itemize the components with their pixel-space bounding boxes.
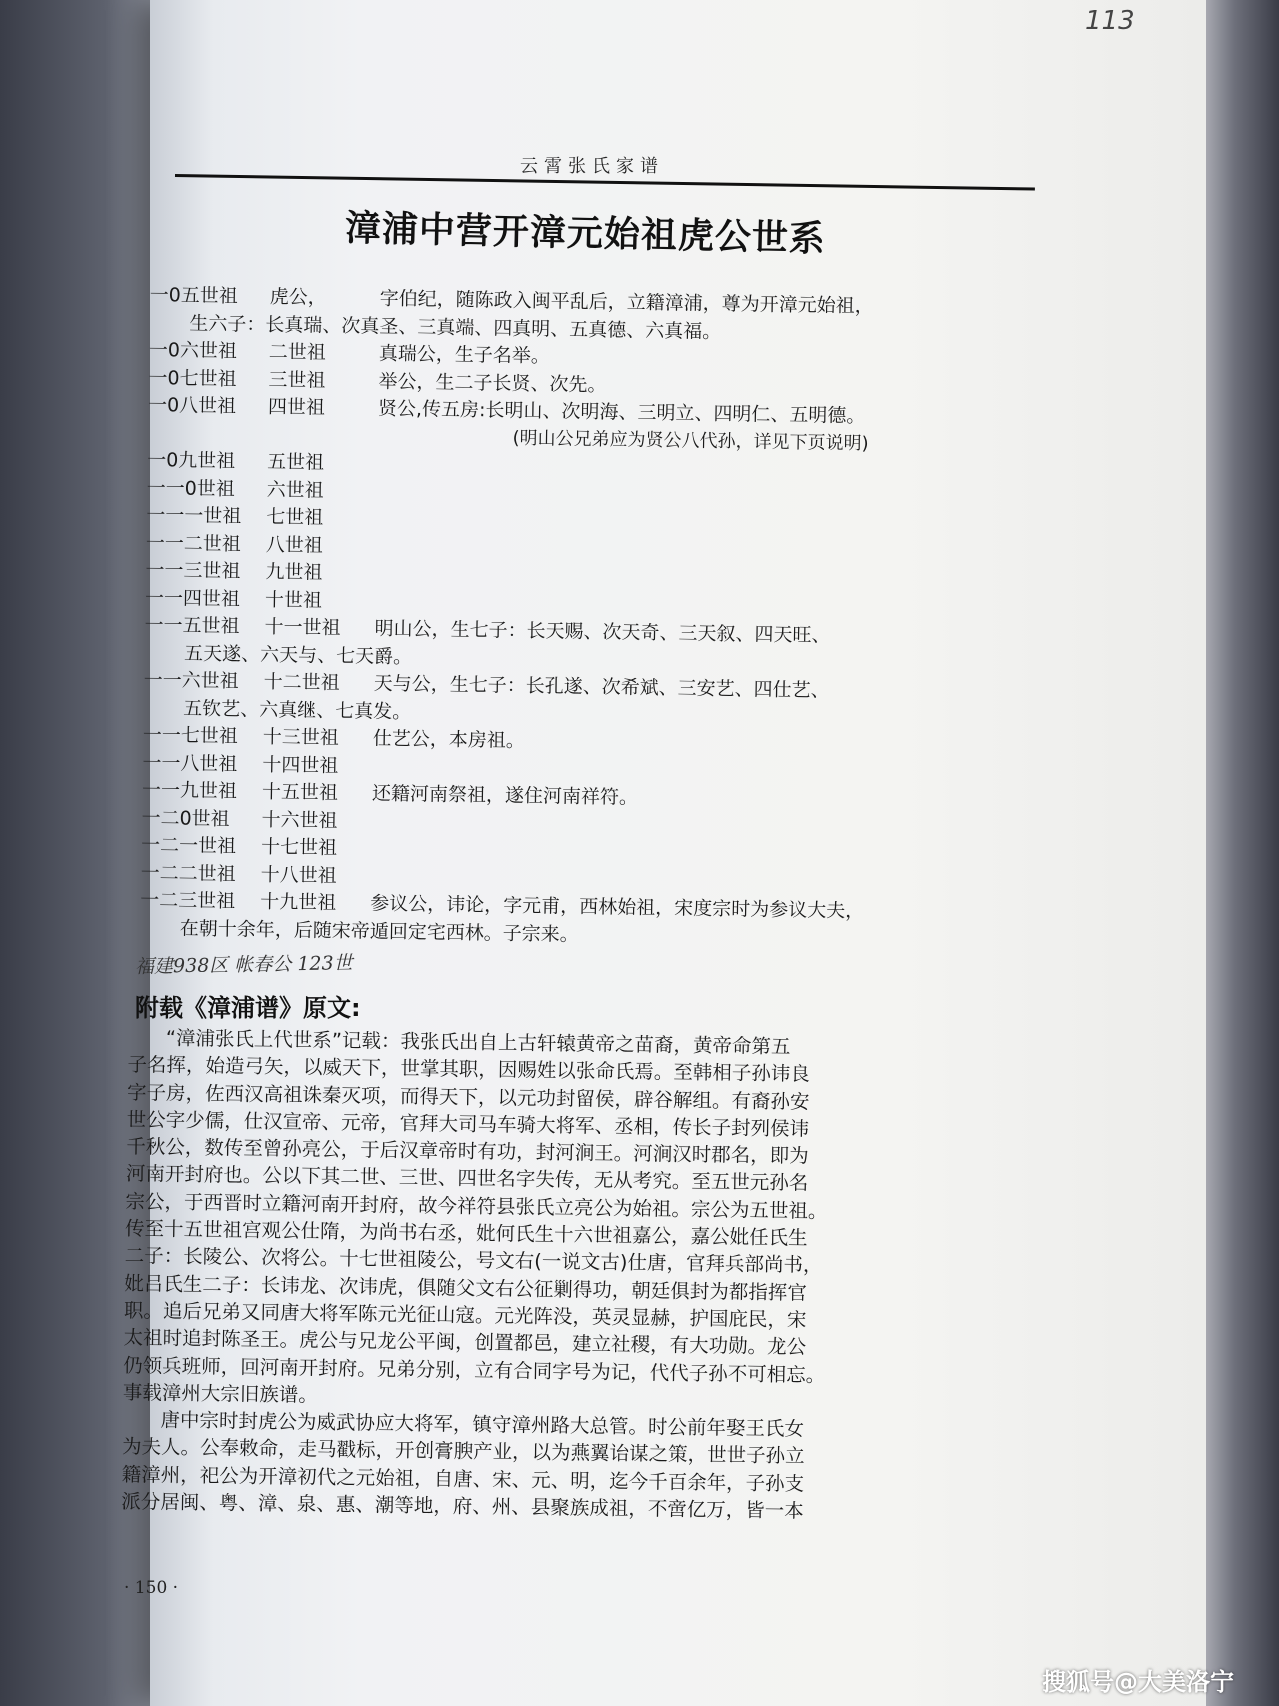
lineage-text: 字伯纪，随陈政入闽平乱后，立籍漳浦，尊为开漳元始祖， (379, 287, 874, 318)
lineage-text: 仕艺公，本房祖。 (372, 727, 525, 753)
generation-label: 一一三世祖 (145, 559, 241, 583)
ancestor-label: 七世祖 (266, 506, 324, 530)
appendix-line: 宗公，于西晋时立籍河南开封府，故今祥符县张氏立亮公为始祖。宗公为五世祖。 (125, 1189, 828, 1223)
generation-label: 一一一世祖 (146, 504, 242, 528)
appendix-line: 籍漳州，祀公为开漳初代之元始祖，自唐、宋、元、明，迄今千百余年，子孙支 (121, 1462, 805, 1496)
appendix-line: 字子房，佐西汉高祖诛秦灭项，而得天下，以元功封留侯，辟谷解组。有裔孙安 (126, 1080, 810, 1114)
ancestor-label: 三世祖 (268, 368, 326, 392)
ancestor-label: 十一世祖 (264, 616, 341, 640)
appendix-line: 事载漳州大宗旧族谱。 (122, 1380, 319, 1407)
appendix-line: 千秋公，数传至曾孙亮公，于后汉章帝时有功，封河涧王。河涧汉时郡名，即为 (126, 1135, 809, 1168)
generation-label: 一一七世祖 (142, 724, 239, 748)
ancestor-label: 虎公， (269, 286, 327, 310)
ancestor-label: 十七世祖 (260, 836, 338, 860)
lineage-continuation: 五钦艺、六真继、七真发。 (183, 697, 412, 723)
ancestor-label: 十八世祖 (260, 863, 337, 887)
ancestor-label: 八世祖 (265, 533, 324, 557)
ancestor-label: 十世祖 (264, 588, 323, 612)
generation-label: 一一六世祖 (143, 669, 239, 693)
lineage-continuation: 生六子：长真瑞、次真圣、三真端、四真明、五真德、六真福。 (189, 312, 722, 343)
appendix-line: 河南开封府也。公以下其二世、三世、四世名字失传，无从考究。至五世元孙名 (125, 1162, 809, 1195)
ancestor-label: 六世祖 (266, 478, 324, 502)
lineage-text: 参议公，讳论，字元甫，西林始祖，宋度宗时为参议大夫， (370, 892, 865, 923)
ancestor-label: 十三世祖 (262, 726, 340, 750)
ancestor-label: 二世祖 (268, 341, 327, 365)
ancestor-label: 十六世祖 (261, 808, 338, 832)
appendix-line: 世公字少儒，仕汉宣帝、元帝，官拜大司马车骑大将军、丞相，传长子封列侯讳 (126, 1107, 810, 1141)
lineage-text: 明山公，生七子：长天赐、次天奇、三天叙、四天旺、 (374, 617, 831, 647)
generation-label: 一一九世祖 (141, 779, 238, 803)
generation-label: 一一二世祖 (145, 531, 242, 556)
handwritten-page-number: 113 (1085, 6, 1135, 36)
appendix-line: 为夫人。公奉敕命，走马戳标，开创膏腴产业，以为燕翼诒谋之策，世世子孙立 (121, 1435, 805, 1468)
generation-label: 一一八世祖 (142, 751, 238, 776)
appendix-line: 太祖时追封陈圣王。虎公与兄龙公平闽，创置都邑，建立社稷，有大功勋。龙公 (123, 1326, 807, 1359)
generation-label: 一0六世祖 (148, 339, 238, 363)
running-header: 云霄张氏家谱 (520, 156, 664, 177)
lineage-text: 真瑞公，生子名举。 (378, 342, 551, 368)
ancestor-label: 五世祖 (266, 451, 325, 475)
handwritten-margin-note: 福建938区 帐春公 123世 (134, 952, 353, 978)
lineage-text: 举公，生二子长贤、次先。 (378, 370, 607, 396)
appendix-line: 派分居闽、粤、漳、泉、惠、潮等地，府、州、县聚族成祖，不啻亿万，皆一本 (121, 1490, 804, 1523)
generation-label: 一0五世祖 (149, 284, 239, 308)
lineage-text: 天与公，生七子：长孔遂、次希斌、三安艺、四仕艺、 (373, 672, 830, 702)
ancestor-label: 十四世祖 (262, 753, 339, 777)
generation-label: 一二一世祖 (140, 834, 237, 858)
appendix-line: 妣吕氏生二子：长讳龙、次讳虎，俱随父文右公征剿得功，朝廷俱封为都指挥官 (124, 1271, 807, 1305)
generation-label: 一一四世祖 (144, 586, 241, 611)
generation-label: 一0八世祖 (147, 394, 237, 418)
appendix-line: “漳浦张氏上代世系”记载：我张氏出自上古轩辕黄帝之苗裔，黄帝命第五 (165, 1026, 791, 1059)
ancestor-label: 十二世祖 (263, 671, 340, 695)
lineage-text: 贤公,传五房:长明山、次明海、三明立、四明仁、五明德。 (377, 397, 866, 428)
ancestor-label: 四世祖 (267, 396, 326, 420)
generation-label: 一二三世祖 (140, 889, 236, 913)
lineage-continuation: 在朝十余年，后随宋帝遁回定宅西林。子宗来。 (179, 917, 579, 946)
page-title: 漳浦中营开漳元始祖虎公世系 (344, 208, 827, 260)
appendix-line: 职。追后兄弟又同唐大将军陈元光征山寇。元光阵没，英灵显赫，护国庇民，宋 (123, 1298, 807, 1332)
generation-label: 一二0世祖 (141, 806, 230, 831)
appendix-line: 传至十五世祖宫观公仕隋，为尚书右丞，妣何氏生十六世祖嘉公，嘉公妣任氏生 (124, 1217, 808, 1250)
appendix-line: 仍领兵班师，回河南开封府。兄弟分别，立有合同字号为记，代代子孙不可相忘。 (123, 1353, 826, 1387)
generation-label: 一0九世祖 (146, 449, 236, 473)
ancestor-label: 九世祖 (265, 561, 323, 584)
appendix-line: 子名挥，始造弓矢，以威天下，世掌其职，因赐姓以张命氏焉。至韩相子孙讳良 (127, 1053, 811, 1086)
generation-label: 一一五世祖 (144, 614, 240, 638)
appendix-line: 唐中宗时封虎公为威武协应大将军，镇守漳州路大总管。时公前年娶王氏女 (160, 1408, 805, 1441)
ancestor-label: 十九世祖 (260, 891, 337, 915)
generation-label: 一0七世祖 (148, 366, 237, 391)
watermark: 搜狐号@大美洛宁 (1042, 1668, 1234, 1696)
appendix-line: 二子：长陵公、次将公。十七世祖陵公，号文右(一说文古)仕唐，官拜兵部尚书， (124, 1244, 823, 1278)
lineage-continuation: 五天遂、六天与、七天爵。 (183, 642, 413, 668)
book-page-edge (1206, 0, 1279, 1706)
lineage-text: 还籍河南祭祖，遂住河南祥符。 (371, 782, 639, 809)
ancestor-label: 十五世祖 (261, 781, 339, 805)
lineage-note: (明山公兄弟应为贤公八代孙，详见下页说明) (512, 427, 869, 455)
appendix-text (121, 1024, 1068, 1528)
lineage-list (140, 280, 1090, 955)
generation-label: 一一0世祖 (146, 476, 235, 501)
generation-label: 一二二世祖 (140, 861, 236, 886)
appendix-title: 附载《漳浦谱》原文: (135, 994, 361, 1022)
page-number: · 150 · (124, 1578, 179, 1598)
